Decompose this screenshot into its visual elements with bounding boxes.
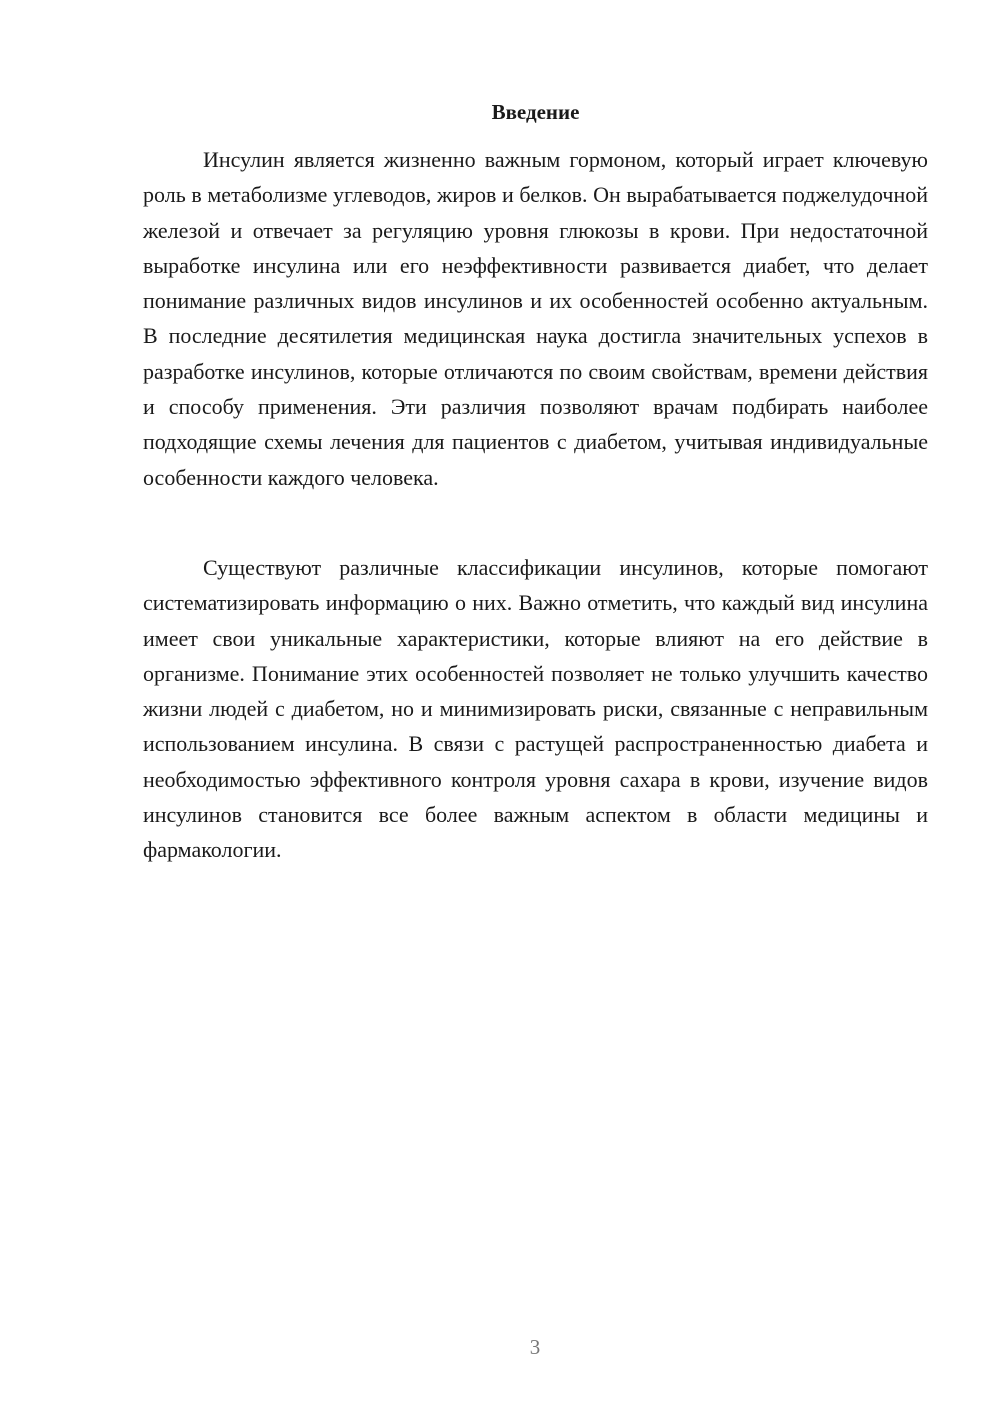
page-title: Введение: [491, 100, 580, 124]
paragraph-2: Существуют различные классификации инсулинов, которые помогают систематизировать информацию о них. Важно отметить, что каждый вид инсулина имеет свои уникальные характеристики, которые влияют на его действие в организме. Понимание этих особенностей позволяет не только улучшить качество жизни людей с диабетом, но и минимизировать риски, связанные с неправильным использованием инсулина. В связи с растущей распространенностью диабета и необходимостью эффективного контроля уровня сахара в крови, изучение видов инсулинов становится все более важным аспектом в области медицины и фармакологии.: [143, 555, 928, 863]
paragraph-1: Инсулин является жизненно важным гормоном, который играет ключевую роль в метаболизме углеводов, жиров и белков. Он вырабатывается поджелудочной железой и отвечает за регуляцию уровня глюкозы в крови. При недостаточной выработке инсулина или его неэффективности развивается диабет, что делает понимание различных видов инсулинов и их особенностей особенно актуальным. В последние десятилетия медицинская наука достигла значительных успехов в разработке инсулинов, которые отличаются по своим свойствам, времени действия и способу применения. Эти различия позволяют врачам подбирать наиболее подходящие схемы лечения для пациентов с диабетом, учитывая индивидуальные особенности каждого человека.: [143, 147, 928, 490]
page-number: 3: [529, 1335, 541, 1359]
